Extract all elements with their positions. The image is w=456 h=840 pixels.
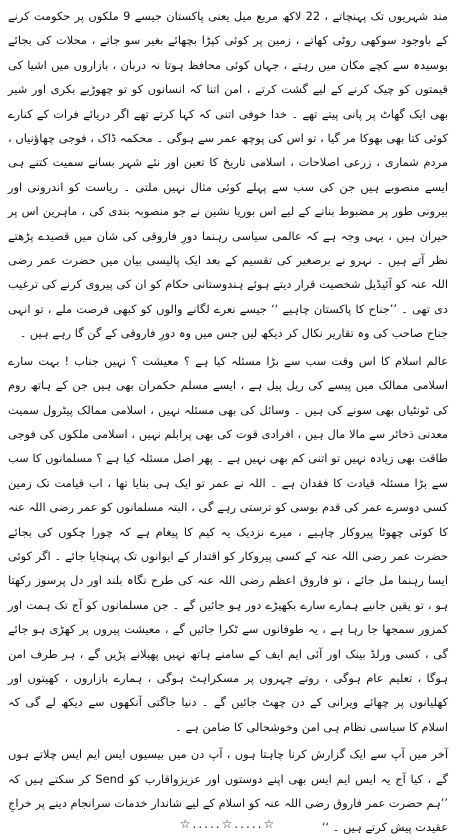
star-divider: ☆.....☆.....☆	[179, 817, 277, 831]
article-paragraph-1: مند شہریوں تک پہنچاتے ، 22 لاکھ مربع میل یعنی پاکستان جیسے 9 ملکوں پر حکومت کرنے کے باوجود سوکھی روٹی کھاتے ، زمین پر کوئی کپڑا بچھائے بغیر سو جاتے ، محلات کی بجائے بوسیدہ سے کچے مکان میں رہتے ، جہاں کوئی محافظ ہوتا نہ دربان ، بازاروں میں اشیا کی قیمتوں کو چیک کرنے کے لیے گشت کرتے ، امن اتنا کہ انسانوں کو تو چھوڑیے بکری اور شیر بھی ایک گھاٹ پر پانی پیتے تھے ۔ خدا خوفی اتنی کہ کہا کرتے تھے اگر دریائے فرات کے کنارے کوئی کتا بھی بھوکا مر گیا ، تو اس کی پوچھ عمر سے ہوگی ۔ محکمہ ڈاک ، فوجی چھاؤنیاں ، مردم شماری ، زرعی اصلاحات ، اسلامی تاریخ کا تعین اور نئے شہر بسانے سمیت کتنے ہی ایسے منصوبے ہیں جن کی سب سے پہلے کوئی مثال نہیں ملتی ۔ ریاست کو اندرونی اور بیرونی طور پر مضبوط بنانے کے لیے اس بوریا نشین نے جو منصوبہ بندی کی ، ماہرین اس پر حیران ہیں ، یہی وجہ ہے کہ عالمی سیاسی رہنما دورِ فاروقی کی شان میں قصیدے پڑھتے نظر آتے ہیں ۔ نہرو نے برصغیر کی تقسیم کے بعد ایک پالیسی بیان میں حضرت عمر رضی اللہ عنہ کو آئیڈیل شخصیت قرار دیتے ہوئے ہندوستانی حکام کو ان کی پیروی کرنے کی ترغیب دی تھی ۔ ’’جناح کا پاکستان چاہیے ‘‘ جیسے نعرے لگانے والوں کو کبھی فرصت ملے ، تو انہی جناح صاحب کی وہ تقاریر نکال کر دیکھ لیں جس میں وہ دورِ فاروقی کے گن گا رہے ہیں ۔	[8, 9, 449, 341]
article-paragraph-2: عالم اسلام کا اس وقت سب سے بڑا مسئلہ کیا ہے ؟ معیشت ؟ نہیں جناب ! بہت سارے اسلامی ممالک میں پیسے کی ریل پیل ہے ، ایسے مسلم حکمران بھی ہیں جن کے ہاتھ روم کی ٹونٹیاں بھی سونے کی ہیں ۔ وسائل کی بھی مسئلہ نہیں ، اسلامی ممالک پیٹرول سمیت معدنی ذخائر سے مالا مال ہیں ، افرادی قوت کی بھی پرابلم نہیں ، اسلامی ملکوں کی فوجی طاقت بھی زیادہ نہیں تو اتنی کم بھی نہیں ہے ۔ پھر اصل مسئلہ کیا ہے ؟ مسلمانوں کا سب سے بڑا مسئلہ قیادت کا فقدان ہے ۔ اللہ نے عمر تو ایک ہی بنایا تھا ، اب قیامت تک زمین کسی دوسرے عمر کی قدم بوسی کو ترستی رہے گی ، البتہ مسلمانوں کو عمر رضی اللہ عنہ کا کوئی چھوٹا پیروکار چاہیے ، میرے نزدیک یہ کیم کا پیغام ہے کہ چورا چکوں کی بجائے حضرت عمر رضی اللہ عنہ کے کسی پیروکار کو اقتدار کے ایوانوں تک پہنچایا جائے ۔ اگر کوئی ایسا رہنما مل جائے ، تو فاروق اعظم رضی اللہ عنہ کی طرح نگاہ بلند اور دل پرسوز رکھتا ہو ، تو یقین جانیے ہمارے سارے بکھیڑے دور ہو جائیں گے ۔ جن مسلمانوں کو آج تک ہمت اور کمزور سمجھا جا رہا ہے ، یہ طوفانوں سے ٹکرا جائیں گے ، معیشت پیروں پر کھڑی ہو جائے گی ، کسی ورلڈ بینک اور آئی ایم ایف کے سامنے ہاتھ نہیں پھیلانے پڑیں گے ، ہر طرف امن ہوگا ، تعلیم عام ہوگی ، روتے چہروں پر مسکراہٹ ہوگی ، ہمارے بازاروں ، کھیتوں اور کھلیانوں پر چھائے ویرانی کے دن چھٹ جائیں گے ۔ دنیا جاگتی آنکھوں سے دیکھ لے گی کہ اسلام کا سیاسی نظام ہی امن وخوشحالی کا ضامن ہے ۔	[8, 353, 448, 734]
article-paragraph-3: آخر میں آپ سے ایک گزارش کرنا چاہتا ہوں ، آپ دن میں بیسیوں ایس ایم ایس چلاتے ہوں گے ، کیا آج یہ ایس ایم ایس بھی اپنے دوستوں اور عزیزواقارب کو Send کر سکتے ہیں کہ ’’ہم حضرت عمر فاروق رضی اللہ عنہ کو اسلام کے لیے شاندار خدمات سرانجام دینے پر خراجِ عقیدت پیش کرتے ہیں ۔ ‘‘	[8, 747, 448, 835]
